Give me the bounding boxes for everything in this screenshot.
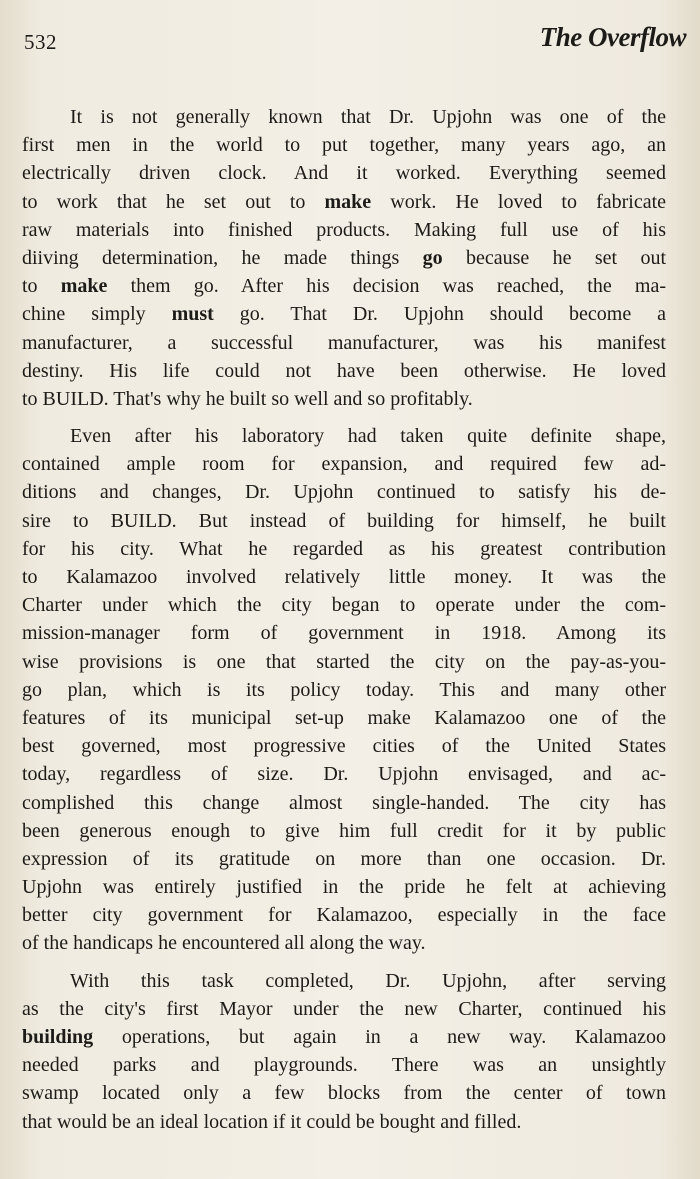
- text-run: to: [22, 275, 61, 298]
- text-line: [22, 103, 666, 131]
- text-run: operations, but again in a new way. Kalamazoo: [93, 1026, 666, 1048]
- text-run: first men in the world to put together, many years ago, an: [22, 134, 666, 157]
- text-line: [22, 873, 666, 901]
- bold-word: make: [324, 190, 372, 213]
- text-run: go. That Dr. Upjohn should become a: [213, 303, 666, 326]
- text-run: diiving determination, he made things: [22, 246, 423, 269]
- text-line: [22, 535, 666, 563]
- text-run: electrically driven clock. And it worked. Everything seemed: [22, 162, 666, 185]
- text-run: needed parks and playgrounds. There was an unsightly: [22, 1054, 666, 1077]
- text-line: [22, 478, 666, 506]
- body-text: [22, 103, 666, 1136]
- text-run: mission-manager form of government in 1918. Among its: [22, 622, 666, 645]
- text-line: [22, 1023, 666, 1051]
- text-run: wise provisions is one that started the city on the pay-as-you-: [22, 650, 666, 673]
- text-run: of the handicaps he encountered all along the way.: [22, 932, 426, 955]
- text-line: [22, 995, 666, 1023]
- text-run: them go. After his decision was reached, the ma-: [107, 275, 666, 298]
- text-line: [22, 817, 666, 845]
- bold-word: building: [22, 1026, 94, 1048]
- text-run: Even after his laboratory had taken quite definite shape,: [70, 425, 666, 448]
- text-run: It is not generally known that Dr. Upjohn was one of the: [70, 106, 666, 128]
- text-line: [22, 188, 666, 216]
- text-run: Charter under which the city began to operate under the com-: [22, 594, 666, 617]
- text-line: [22, 385, 666, 413]
- text-line: [22, 329, 666, 357]
- text-line: [22, 357, 666, 385]
- text-run: Upjohn was entirely justified in the pride he felt at achieving: [22, 876, 666, 899]
- text-run: destiny. His life could not have been otherwise. He loved: [22, 359, 666, 382]
- text-run: expression of its gratitude on more than one occasion. Dr.: [22, 847, 666, 870]
- text-run: to BUILD. That's why he built so well and so profitably.: [22, 387, 473, 410]
- text-line: [22, 216, 666, 244]
- text-run: chine simply: [22, 303, 172, 326]
- text-run: sire to BUILD. But instead of building for himself, he built: [22, 509, 666, 532]
- bold-word: go: [422, 246, 443, 269]
- text-run: that would be an ideal location if it could be bought and filled.: [22, 1110, 522, 1133]
- paragraph: [22, 103, 666, 413]
- text-line: [22, 704, 666, 732]
- text-run: features of its municipal set-up make Kalamazoo one of the: [22, 706, 666, 729]
- text-run: better city government for Kalamazoo, especially in the face: [22, 904, 666, 927]
- text-run: been generous enough to give him full credit for it by public: [22, 819, 666, 842]
- text-line: [22, 244, 666, 272]
- page-number: 532: [24, 30, 57, 54]
- text-line: [22, 450, 666, 478]
- bold-word: must: [171, 303, 214, 326]
- paragraph: [22, 967, 666, 1136]
- text-run: because he set out: [442, 246, 666, 269]
- text-run: to work that he set out to: [22, 190, 325, 213]
- text-run: contained ample room for expansion, and required few ad-: [22, 453, 666, 476]
- text-line: [22, 760, 666, 788]
- text-run: manufacturer, a successful manufacturer, was his manifest: [22, 331, 666, 354]
- text-line: [22, 619, 666, 647]
- text-run: today, regardless of size. Dr. Upjohn envisaged, and ac-: [22, 763, 666, 786]
- text-line: [22, 1108, 666, 1136]
- text-line: [22, 507, 666, 535]
- text-line: [22, 131, 666, 159]
- text-line: [22, 967, 666, 995]
- text-run: to Kalamazoo involved relatively little money. It was the: [22, 566, 666, 588]
- text-line: [22, 648, 666, 676]
- text-run: complished this change almost single-handed. The city has: [22, 791, 666, 814]
- text-run: ditions and changes, Dr. Upjohn continued to satisfy his de-: [22, 481, 666, 504]
- text-line: [22, 422, 666, 450]
- text-line: [22, 1079, 666, 1107]
- text-run: as the city's first Mayor under the new Charter, continued his: [22, 997, 666, 1020]
- running-head: The Overflow: [539, 22, 686, 52]
- text-line: [22, 732, 666, 760]
- text-line: [22, 159, 666, 187]
- text-run: go plan, which is its policy today. This and many other: [22, 678, 666, 701]
- text-line: [22, 1051, 666, 1079]
- text-line: [22, 563, 666, 591]
- bold-word: make: [60, 275, 108, 298]
- paragraph: [22, 422, 666, 958]
- text-line: [22, 929, 666, 957]
- text-run: best governed, most progressive cities of the United States: [22, 735, 666, 758]
- text-run: for his city. What he regarded as his greatest contribution: [22, 537, 666, 560]
- text-run: swamp located only a few blocks from the center of town: [22, 1082, 666, 1105]
- text-line: [22, 272, 666, 300]
- text-line: [22, 789, 666, 817]
- text-line: [22, 300, 666, 328]
- text-line: [22, 845, 666, 873]
- text-run: With this task completed, Dr. Upjohn, after serving: [70, 969, 666, 992]
- text-line: [22, 676, 666, 704]
- text-line: [22, 901, 666, 929]
- paragraph-gap: [22, 413, 666, 422]
- paragraph-gap: [22, 958, 666, 967]
- text-run: raw materials into finished products. Making full use of his: [22, 218, 666, 241]
- text-run: work. He loved to fabricate: [371, 190, 667, 213]
- text-line: [22, 591, 666, 619]
